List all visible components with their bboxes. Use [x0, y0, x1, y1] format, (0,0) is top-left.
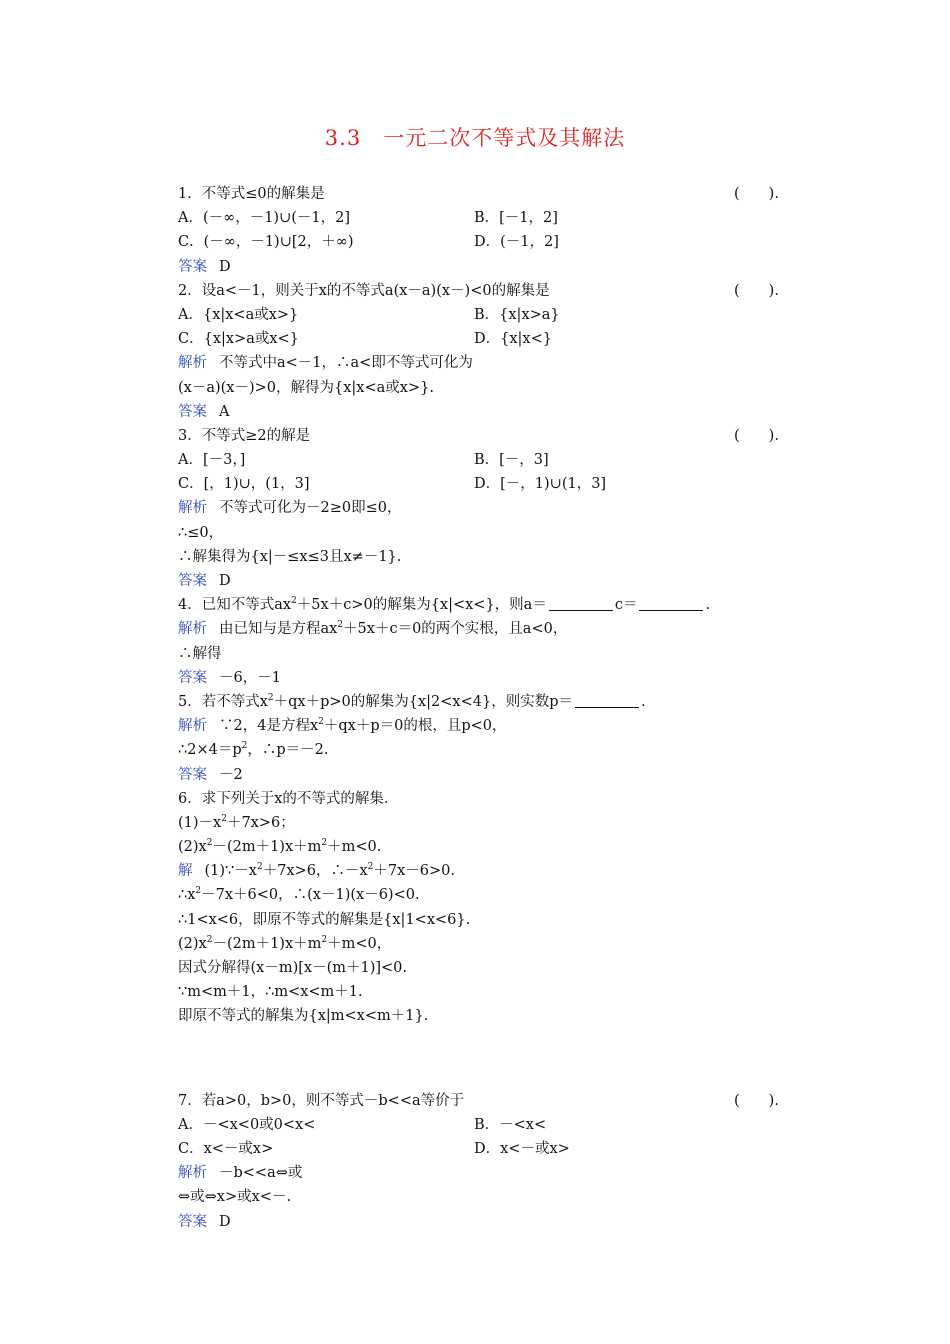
exercise-content [178, 182, 798, 1234]
question-5-stem: 5．若不等式$x^2+qx+p>0$的解集为{x|2<x<4}，则实数p＝ . [178, 693, 646, 710]
option-c: C．{x|x>a或x<} [178, 331, 299, 348]
question-4-analysis: 解析 由已知与是方程$ax^2+5x+c=0$的两个实根，且a<0， [178, 620, 568, 638]
answer-bracket: ( ). [734, 186, 779, 202]
page-title: 3.3 一元二次不等式及其解法 [324, 126, 626, 150]
spacer [178, 1029, 798, 1059]
analysis-label: 解析 [178, 355, 207, 372]
question-3-answer: 答案 D [178, 573, 231, 589]
question-6-solution-cont: 因式分解得(x－m)[x－(m＋1)]<0. [178, 960, 408, 976]
fill-blank-a [549, 596, 613, 611]
answer-bracket: ( ). [734, 1092, 779, 1109]
answer-label: 答案 [178, 766, 207, 783]
option-a: A．－<x<0或0<x< [178, 1116, 316, 1133]
question-7-options-cd [178, 1137, 798, 1161]
question-4-analysis-cont: ∴解得 [178, 645, 222, 662]
question-7-options-ab [178, 1113, 798, 1137]
option-d: D．[－，1)∪(1，3] [474, 476, 607, 493]
question-6-part-1: $(1)-x^2+7x>6$； [178, 814, 295, 831]
answer-label: 答案 [178, 1213, 207, 1230]
question-2-analysis: 解析 不等式中a<－1，∴a<即不等式可化为 [178, 355, 473, 372]
question-3-analysis-cont: ∴≤0， [178, 524, 224, 541]
option-b: B．－<x< [474, 1116, 547, 1133]
question-5-answer: 答案 －2 [178, 766, 243, 783]
question-6-solution-cont: $\therefore x^2-7x+6<0$，∴(x－1)(x－6)<0. [178, 886, 420, 904]
analysis-label: 解析 [178, 718, 207, 735]
question-3-analysis-cont: ∴解集得为{x|－≤x≤3且x≠－1}. [178, 548, 402, 565]
question-3-analysis: 解析 不等式可化为－2≥0即≤0， [178, 500, 402, 517]
option-d: D．x<－或x> [474, 1140, 570, 1157]
analysis-label: 解析 [178, 500, 207, 517]
option-c: C．[，1)∪，(1，3] [178, 476, 310, 493]
question-1-stem: 1．不等式≤0的解集是 ( ). [178, 182, 798, 206]
answer-label: 答案 [178, 258, 207, 275]
analysis-label: 解析 [178, 621, 207, 638]
option-b: B．[－，3] [474, 452, 549, 469]
question-4-stem: 4．已知不等式$ax^2+5x+c>0$的解集为{x|<x<}，则a＝ c＝ . [178, 596, 711, 614]
question-1-options-cd [178, 230, 798, 254]
option-b: B．{x|x>a} [474, 306, 560, 323]
question-6-solution-cont: $(2)x^2-(2m+1)x+m^2+m<0$， [178, 934, 392, 952]
question-3-options-ab [178, 448, 798, 472]
answer-label: 答案 [178, 669, 207, 686]
question-1-answer: 答案 D [178, 258, 231, 275]
analysis-label: 解析 [178, 1165, 207, 1182]
option-c: C．x<－或x> [178, 1140, 274, 1157]
option-d: D．{x|x<} [474, 331, 552, 348]
answer-label: 答案 [178, 403, 207, 420]
option-a: A．{x|x<a或x>} [178, 306, 299, 323]
question-2-options-ab [178, 303, 798, 327]
option-a: A．(－∞，－1)∪(－1，2] [178, 210, 351, 227]
option-d: D．(－1，2] [474, 234, 559, 251]
question-5-analysis-cont: $\therefore 2\times 4=p^2$，∴p＝－2. [178, 741, 329, 759]
answer-label: 答案 [178, 573, 207, 589]
question-2-answer: 答案 A [178, 403, 230, 420]
question-2-stem: 2．设a<－1，则关于x的不等式a(x－a)(x－)<0的解集是 ( ). [178, 279, 798, 303]
question-7-analysis: 解析 －b<<a⇔或 [178, 1165, 303, 1182]
question-7-stem: 7．若a>0，b>0，则不等式－b<<a等价于 ( ). [178, 1089, 798, 1113]
fill-blank-p [575, 693, 639, 708]
question-5-analysis: 解析 ∵2，4是方程$x^2+qx+p=0$的根，且p<0， [178, 717, 507, 735]
question-6-part-2: $(2)x^2-(2m+1)x+m^2+m<0$. [178, 838, 382, 856]
question-1-options-ab [178, 206, 798, 230]
option-c: C．(－∞，－1)∪[2，＋∞) [178, 234, 354, 251]
answer-bracket: ( ). [734, 427, 779, 444]
question-3-options-cd [178, 472, 798, 496]
question-6-solution-cont: 即原不等式的解集为{x|m<x<m＋1}. [178, 1008, 429, 1025]
spacer [178, 1059, 798, 1089]
question-6-solution-cont: ∵m<m＋1，∴m<x<m＋1. [178, 984, 363, 1001]
question-6-stem: 6．求下列关于x的不等式的解集. [178, 790, 389, 807]
question-7-analysis-cont: ⇔或⇔x>或x<－. [178, 1189, 292, 1206]
option-a: A．[－3，] [178, 452, 246, 469]
question-4-answer: 答案 －6，－1 [178, 669, 281, 686]
solution-label: 解 [178, 863, 193, 880]
answer-bracket: ( ). [734, 282, 779, 299]
question-6-solution-cont: ∴1<x<6，即原不等式的解集是{x|1<x<6}. [178, 911, 471, 928]
question-2-options-cd [178, 327, 798, 351]
fill-blank-c [639, 596, 703, 611]
question-2-analysis-cont: (x－a)(x－)>0，解得为{x|x<a或x>}. [178, 379, 434, 396]
question-7-answer: 答案 D [178, 1213, 231, 1230]
question-6-solution: 解 $(1)\because-x^2+7x>6$，$\therefore-x^2+7x-6>0$. [178, 862, 456, 880]
option-b: B．[－1，2] [474, 210, 558, 227]
question-3-stem: 3．不等式≥2的解是 ( ). [178, 424, 798, 448]
